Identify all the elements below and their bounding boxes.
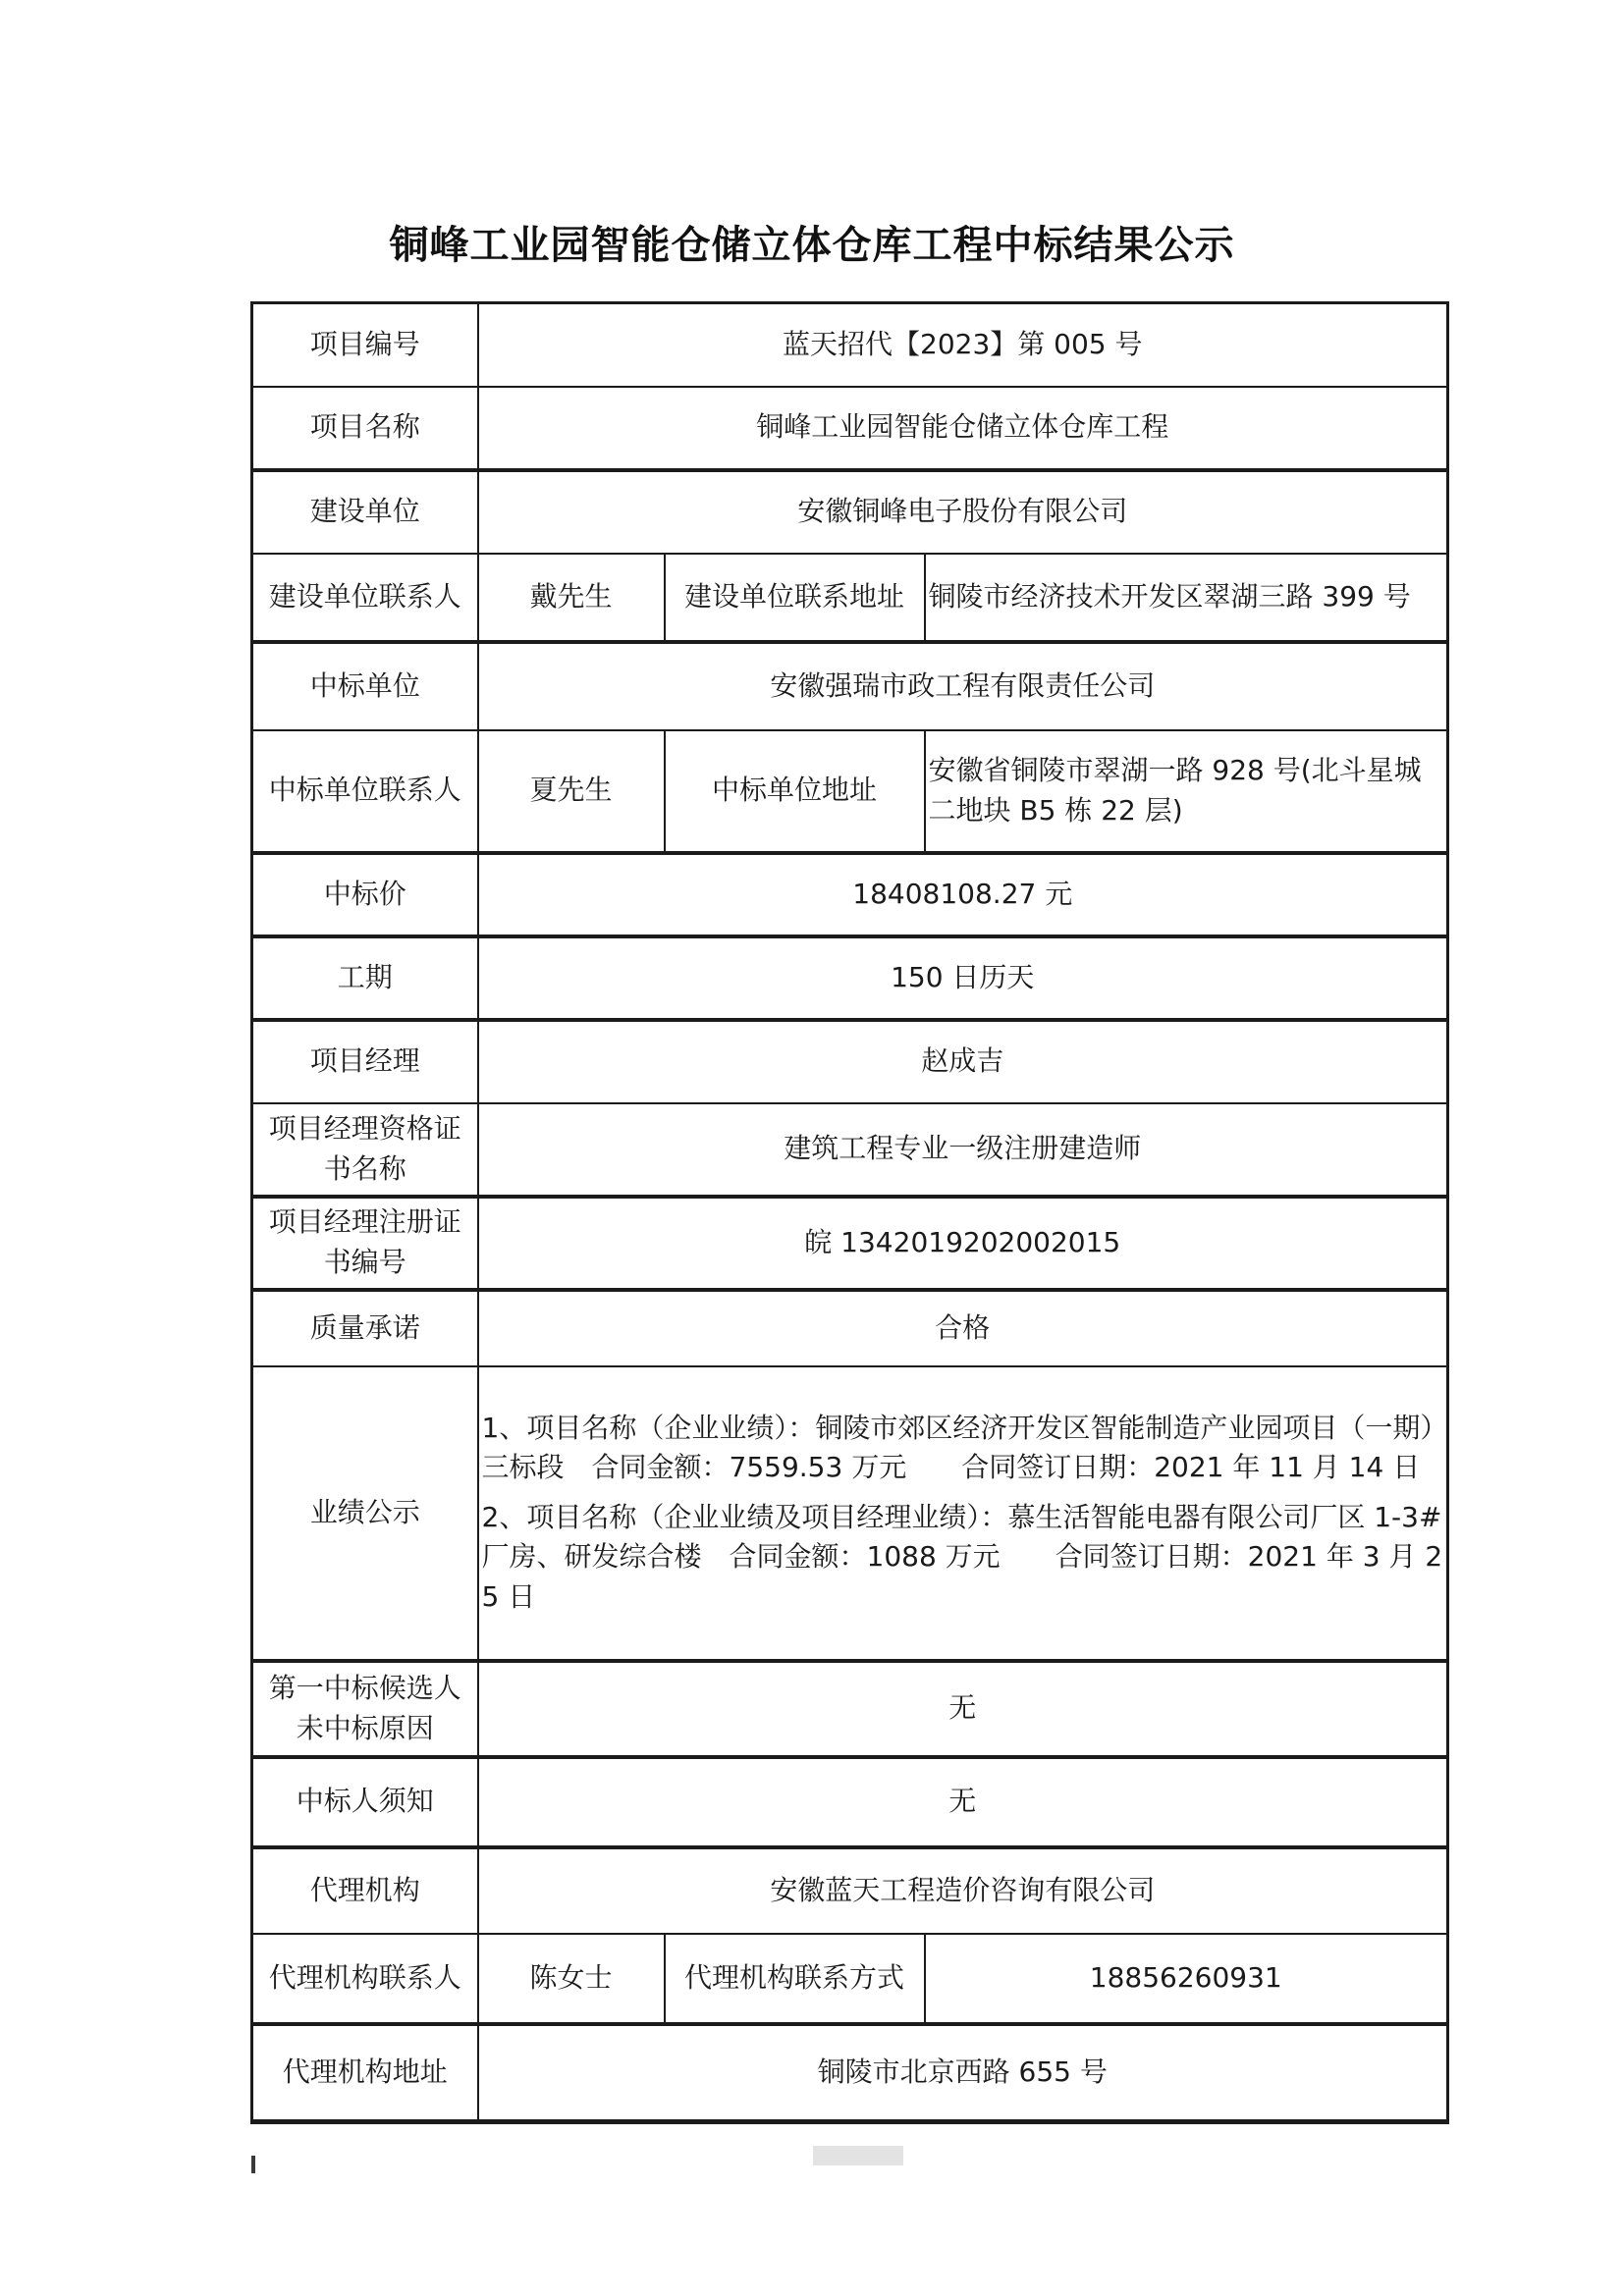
row-value-2: 安徽省铜陵市翠湖一路 928 号(北斗星城二地块 B5 栋 22 层) [925, 730, 1448, 853]
row-label: 项目经理注册证书编号 [252, 1197, 478, 1290]
row-label: 业绩公示 [252, 1366, 478, 1661]
table-row [252, 1020, 1448, 1103]
table-row [252, 853, 1448, 936]
row-label: 中标价 [252, 853, 478, 936]
row-label: 代理机构联系人 [252, 1934, 478, 2024]
table-row [252, 936, 1448, 1020]
table-row [252, 554, 1448, 642]
table-row [252, 1661, 1448, 1757]
row-value: 戴先生 [478, 554, 665, 642]
row-value: 铜峰工业园智能仓储立体仓库工程 [478, 387, 1448, 470]
row-label: 项目经理 [252, 1020, 478, 1103]
row-value: 铜陵市北京西路 655 号 [478, 2024, 1448, 2122]
row-value: 18408108.27 元 [478, 853, 1448, 936]
row-value: 安徽强瑞市政工程有限责任公司 [478, 642, 1448, 730]
row-label-2: 建设单位联系地址 [665, 554, 925, 642]
row-value [478, 1366, 1448, 1661]
row-value-2: 18856260931 [925, 1934, 1448, 2024]
row-value: 安徽蓝天工程造价咨询有限公司 [478, 1847, 1448, 1934]
row-value: 夏先生 [478, 730, 665, 853]
table-row-performance [252, 1366, 1448, 1661]
row-value: 蓝天招代【2023】第 005 号 [478, 303, 1448, 387]
row-label-2: 代理机构联系方式 [665, 1934, 925, 2024]
row-label: 项目名称 [252, 387, 478, 470]
table-row [252, 1197, 1448, 1290]
row-label-2: 中标单位地址 [665, 730, 925, 853]
row-value: 无 [478, 1661, 1448, 1757]
row-value: 皖 1342019202002015 [478, 1197, 1448, 1290]
performance-item-2: 2、项目名称（企业业绩及项目经理业绩）：慕生活智能电器有限公司厂区 1-3#厂房、研发综合楼 合同金额：1088 万元 合同签订日期：2021 年 3 月 25 日 [481, 1500, 1443, 1613]
bid-result-table [250, 301, 1449, 2124]
row-label: 第一中标候选人未中标原因 [252, 1661, 478, 1757]
row-label: 工期 [252, 936, 478, 1020]
row-label: 中标单位联系人 [252, 730, 478, 853]
row-label: 中标人须知 [252, 1757, 478, 1847]
row-value: 建筑工程专业一级注册建造师 [478, 1103, 1448, 1197]
row-value: 合格 [478, 1290, 1448, 1366]
row-value: 150 日历天 [478, 936, 1448, 1020]
row-label: 代理机构 [252, 1847, 478, 1934]
row-label: 质量承诺 [252, 1290, 478, 1366]
scan-artifact-tick [251, 2156, 255, 2173]
row-value: 无 [478, 1757, 1448, 1847]
row-label: 代理机构地址 [252, 2024, 478, 2122]
table-row [252, 1290, 1448, 1366]
row-label: 中标单位 [252, 642, 478, 730]
row-label: 建设单位联系人 [252, 554, 478, 642]
table-row [252, 470, 1448, 554]
row-label: 项目经理资格证书名称 [252, 1103, 478, 1197]
table-row [252, 730, 1448, 853]
table-row [252, 642, 1448, 730]
row-value-2: 铜陵市经济技术开发区翠湖三路 399 号 [925, 554, 1448, 642]
row-value: 陈女士 [478, 1934, 665, 2024]
page-title: 铜峰工业园智能仓储立体仓库工程中标结果公示 [389, 223, 1235, 268]
table-row [252, 1757, 1448, 1847]
row-value: 安徽铜峰电子股份有限公司 [478, 470, 1448, 554]
table-row [252, 2024, 1448, 2122]
row-label: 建设单位 [252, 470, 478, 554]
table-row [252, 1847, 1448, 1934]
row-value: 赵成吉 [478, 1020, 1448, 1103]
table-row [252, 1103, 1448, 1197]
row-label: 项目编号 [252, 303, 478, 387]
table-row [252, 303, 1448, 387]
performance-item-1: 1、项目名称（企业业绩）：铜陵市郊区经济开发区智能制造产业园项目（一期）三标段 合同金额：7559.53 万元 合同签订日期：2021 年 11 月 14 日 [481, 1411, 1435, 1484]
table-row [252, 387, 1448, 470]
table-row [252, 1934, 1448, 2024]
scan-artifact-smudge [813, 2146, 903, 2165]
